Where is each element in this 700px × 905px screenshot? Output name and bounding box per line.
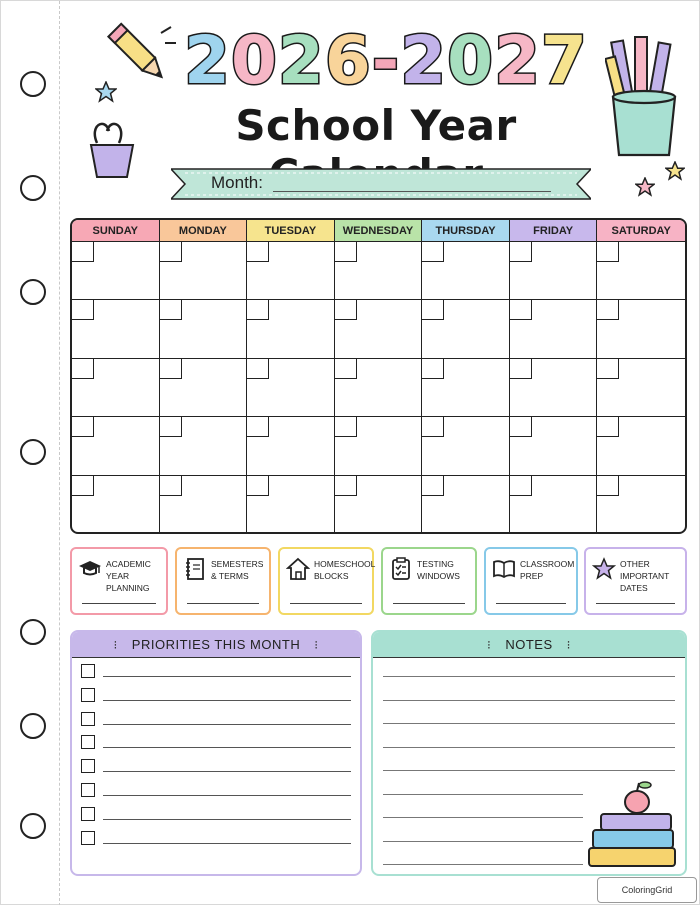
day-cell[interactable] <box>160 242 248 300</box>
priority-checkbox[interactable] <box>81 783 95 797</box>
day-cell[interactable] <box>422 417 510 475</box>
category-label <box>520 558 580 582</box>
category-label <box>314 558 374 582</box>
date-number-box[interactable] <box>422 300 444 320</box>
binder-hole <box>20 279 46 305</box>
date-number-box[interactable] <box>510 476 532 496</box>
date-number-box[interactable] <box>247 476 269 496</box>
category-label <box>620 558 680 594</box>
day-cell[interactable] <box>335 359 423 417</box>
priorities-title: PRIORITIES THIS MONTH <box>131 637 301 652</box>
house-icon <box>286 557 310 581</box>
date-number-box[interactable] <box>72 300 94 320</box>
category-label-line: SEMESTERS <box>211 559 264 569</box>
category-label <box>211 558 271 582</box>
category-box[interactable] <box>70 547 168 615</box>
weekday-thursday: THURSDAY <box>422 220 510 242</box>
category-label-line: HOMESCHOOL <box>314 559 376 569</box>
day-cell[interactable] <box>247 242 335 300</box>
date-number-box[interactable] <box>335 242 357 262</box>
category-label-line: PREP <box>520 571 544 581</box>
day-cell[interactable] <box>160 476 248 534</box>
weekday-saturday: SATURDAY <box>597 220 685 242</box>
date-number-box[interactable] <box>160 417 182 437</box>
binder-hole <box>20 439 46 465</box>
priority-checkbox[interactable] <box>81 807 95 821</box>
day-cell[interactable] <box>510 242 598 300</box>
category-label-line: ACADEMIC <box>106 559 151 569</box>
month-label: Month: <box>211 173 263 192</box>
year-char: 2 <box>184 21 231 99</box>
note-write-line[interactable] <box>383 770 675 771</box>
day-cell[interactable] <box>422 300 510 358</box>
note-write-line[interactable] <box>383 817 583 818</box>
weekday-header <box>72 220 685 242</box>
note-write-line[interactable] <box>383 864 583 865</box>
day-cell[interactable] <box>510 417 598 475</box>
star-icon <box>592 557 616 581</box>
category-write-line[interactable] <box>496 603 566 604</box>
weekday-tuesday: TUESDAY <box>247 220 335 242</box>
priority-write-line[interactable] <box>103 843 351 844</box>
category-box[interactable] <box>175 547 271 615</box>
brand-watermark <box>597 877 697 903</box>
open-book-icon <box>492 557 516 581</box>
day-cell[interactable] <box>160 359 248 417</box>
priorities-panel <box>70 630 362 876</box>
books-apple-icon <box>585 778 681 874</box>
day-cell[interactable] <box>597 476 685 534</box>
day-cell[interactable] <box>510 300 598 358</box>
priority-checkbox[interactable] <box>81 712 95 726</box>
notebook-icon <box>183 557 207 581</box>
category-label-line: YEAR PLANNING <box>106 571 150 593</box>
priority-item <box>81 735 351 751</box>
date-number-box[interactable] <box>72 476 94 496</box>
priority-item <box>81 831 351 847</box>
priority-write-line[interactable] <box>103 795 351 796</box>
decor-ticks-icon: ⁝ <box>566 637 571 652</box>
date-number-box[interactable] <box>335 359 357 379</box>
decor-ticks-icon: ⁝ <box>113 637 118 652</box>
priority-item <box>81 783 351 799</box>
binder-hole <box>20 175 46 201</box>
year-char: 7 <box>541 21 588 99</box>
category-box[interactable] <box>584 547 687 615</box>
star-icon <box>95 81 117 103</box>
star-icon <box>665 161 685 181</box>
day-cell[interactable] <box>597 359 685 417</box>
priority-item <box>81 688 351 704</box>
month-field[interactable] <box>273 191 551 192</box>
day-cell[interactable] <box>422 242 510 300</box>
note-write-line[interactable] <box>383 723 675 724</box>
calendar-grid <box>70 218 687 534</box>
decor-ticks-icon: ⁝ <box>314 637 319 652</box>
day-cell[interactable] <box>335 300 423 358</box>
date-number-box[interactable] <box>510 300 532 320</box>
notes-title: NOTES <box>505 637 553 652</box>
category-box[interactable] <box>381 547 477 615</box>
date-number-box[interactable] <box>422 417 444 437</box>
date-number-box[interactable] <box>422 242 444 262</box>
date-number-box[interactable] <box>510 417 532 437</box>
note-write-line[interactable] <box>383 841 583 842</box>
category-write-line[interactable] <box>82 603 156 604</box>
date-number-box[interactable] <box>422 359 444 379</box>
date-number-box[interactable] <box>160 300 182 320</box>
date-number-box[interactable] <box>247 300 269 320</box>
priority-checkbox[interactable] <box>81 831 95 845</box>
year-char: 2 <box>277 21 325 99</box>
day-cell[interactable] <box>510 359 598 417</box>
priority-item <box>81 807 351 823</box>
priority-checkbox[interactable] <box>81 759 95 773</box>
binder-hole <box>20 713 46 739</box>
day-cell[interactable] <box>597 417 685 475</box>
day-cell[interactable] <box>247 359 335 417</box>
year-char: 0 <box>230 21 278 99</box>
day-cell[interactable] <box>597 300 685 358</box>
day-cell[interactable] <box>72 359 160 417</box>
checklist-icon <box>389 557 413 581</box>
day-cell[interactable] <box>247 300 335 358</box>
category-label-line: OTHER <box>620 559 650 569</box>
date-number-box[interactable] <box>597 476 619 496</box>
page-title: School Year <box>235 101 517 150</box>
note-write-line[interactable] <box>383 700 675 701</box>
priority-write-line[interactable] <box>103 819 351 820</box>
day-cell[interactable] <box>597 242 685 300</box>
star-icon <box>635 177 655 197</box>
year-char: 2 <box>400 21 448 99</box>
category-label-line: & TERMS <box>211 571 249 581</box>
priority-item <box>81 712 351 728</box>
weekday-wednesday: WEDNESDAY <box>335 220 423 242</box>
note-write-line[interactable] <box>383 794 583 795</box>
day-cell[interactable] <box>72 417 160 475</box>
date-number-box[interactable] <box>597 417 619 437</box>
priority-checkbox[interactable] <box>81 735 95 749</box>
year-char: - <box>371 21 401 99</box>
date-number-box[interactable] <box>247 242 269 262</box>
notes-panel <box>371 630 687 876</box>
perforation-line <box>59 1 60 905</box>
year-char: 6 <box>324 21 372 99</box>
year-char: 0 <box>447 21 495 99</box>
decor-ticks-icon: ⁝ <box>487 637 492 652</box>
day-cell[interactable] <box>160 300 248 358</box>
priority-item <box>81 664 351 680</box>
priority-write-line[interactable] <box>103 771 351 772</box>
date-number-box[interactable] <box>72 359 94 379</box>
category-box[interactable] <box>484 547 578 615</box>
category-label-line: IMPORTANT DATES <box>620 571 670 593</box>
day-cell[interactable] <box>335 417 423 475</box>
day-cell[interactable] <box>72 242 160 300</box>
date-number-box[interactable] <box>597 359 619 379</box>
weekday-monday: MONDAY <box>160 220 248 242</box>
day-cell[interactable] <box>422 476 510 534</box>
graduation-cap-icon <box>78 557 102 581</box>
priority-write-line[interactable] <box>103 724 351 725</box>
date-number-box[interactable] <box>510 242 532 262</box>
priority-item <box>81 759 351 775</box>
brand-text: ColoringGrid <box>621 885 673 895</box>
binder-hole <box>20 71 46 97</box>
day-cell[interactable] <box>335 476 423 534</box>
notes-header <box>373 632 685 658</box>
calendar-weeks <box>72 242 685 534</box>
priority-write-line[interactable] <box>103 700 351 701</box>
category-label-line: TESTING <box>417 559 454 569</box>
date-number-box[interactable] <box>160 242 182 262</box>
weekday-friday: FRIDAY <box>510 220 598 242</box>
year-title <box>184 21 588 99</box>
date-number-box[interactable] <box>597 300 619 320</box>
priority-write-line[interactable] <box>103 747 351 748</box>
priority-checkbox[interactable] <box>81 688 95 702</box>
date-number-box[interactable] <box>335 300 357 320</box>
binder-hole <box>20 813 46 839</box>
category-write-line[interactable] <box>596 603 675 604</box>
day-cell[interactable] <box>160 417 248 475</box>
category-label-line: WINDOWS <box>417 571 460 581</box>
category-label-line: CLASSROOM <box>520 559 575 569</box>
date-number-box[interactable] <box>160 476 182 496</box>
year-char: 2 <box>494 21 542 99</box>
date-number-box[interactable] <box>72 417 94 437</box>
date-number-box[interactable] <box>422 476 444 496</box>
day-cell[interactable] <box>422 359 510 417</box>
date-number-box[interactable] <box>597 242 619 262</box>
date-number-box[interactable] <box>247 417 269 437</box>
date-number-box[interactable] <box>247 359 269 379</box>
priority-checkbox[interactable] <box>81 664 95 678</box>
category-box[interactable] <box>278 547 374 615</box>
binder-hole <box>20 619 46 645</box>
category-write-line[interactable] <box>290 603 362 604</box>
day-cell[interactable] <box>247 476 335 534</box>
date-number-box[interactable] <box>335 476 357 496</box>
category-write-line[interactable] <box>393 603 465 604</box>
day-cell[interactable] <box>72 476 160 534</box>
date-number-box[interactable] <box>160 359 182 379</box>
day-cell[interactable] <box>72 300 160 358</box>
priority-write-line[interactable] <box>103 676 351 677</box>
date-number-box[interactable] <box>335 417 357 437</box>
category-label <box>106 558 166 594</box>
day-cell[interactable] <box>247 417 335 475</box>
month-banner <box>171 165 591 203</box>
date-number-box[interactable] <box>72 242 94 262</box>
priorities-header <box>72 632 360 658</box>
category-label <box>417 558 477 582</box>
note-write-line[interactable] <box>383 676 675 677</box>
note-write-line[interactable] <box>383 747 675 748</box>
weekday-sunday: SUNDAY <box>72 220 160 242</box>
day-cell[interactable] <box>510 476 598 534</box>
day-cell[interactable] <box>335 242 423 300</box>
date-number-box[interactable] <box>510 359 532 379</box>
category-write-line[interactable] <box>187 603 259 604</box>
category-label-line: BLOCKS <box>314 571 349 581</box>
